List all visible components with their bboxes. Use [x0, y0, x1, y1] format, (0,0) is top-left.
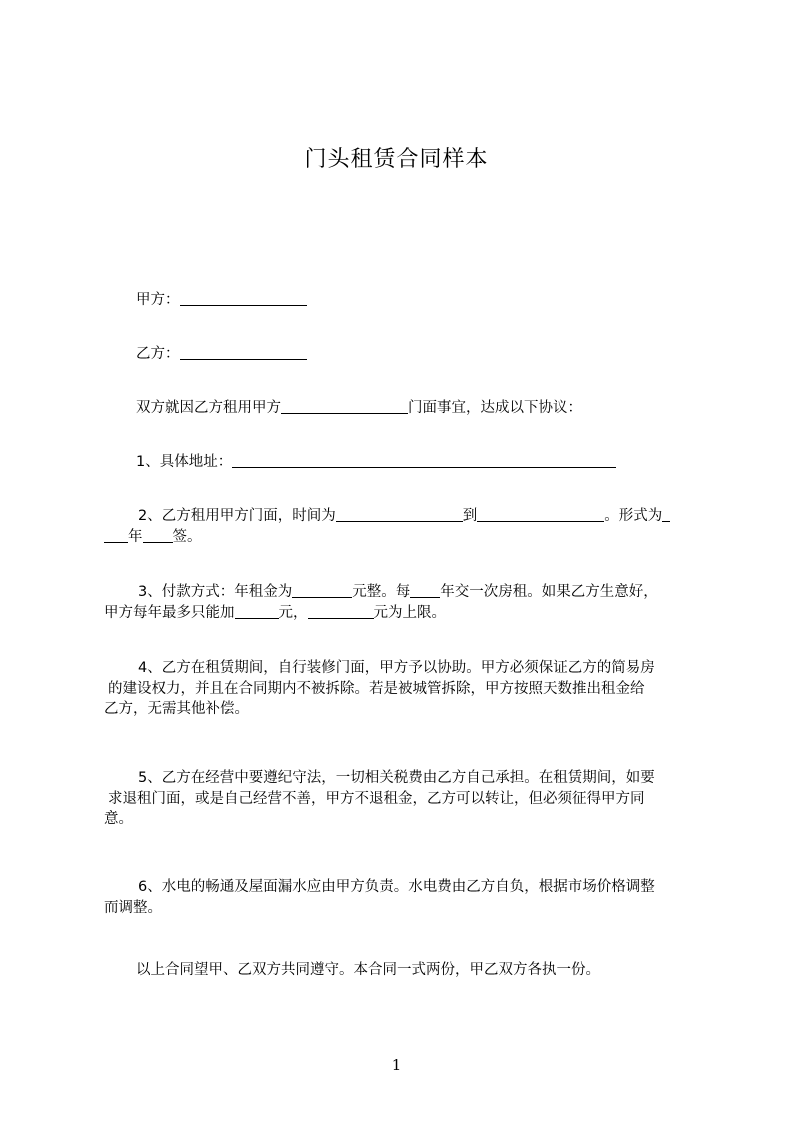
closing-statement: 以上合同望甲、乙双方共同遵守。本合同一式两份，甲乙双方各执一份。	[136, 962, 600, 978]
clause-5	[104, 768, 714, 830]
clause-4	[104, 658, 714, 720]
annual-rent-blank[interactable]	[292, 585, 352, 598]
intro-text-1: 双方就因乙方租用甲方	[136, 400, 281, 416]
page-number: 1	[391, 1056, 402, 1074]
clause-6	[104, 877, 714, 918]
clause-5-line-1: 5、乙方在经营中要遵纪守法，一切相关税费由乙方自己承担。在租赁期间，如要	[138, 770, 655, 786]
form-blank-1[interactable]	[662, 509, 670, 522]
clause-5-line-2: 求退租门面，或是自己经营不善，甲方不退租金，乙方可以转让，但必须征得甲方同	[108, 790, 645, 807]
clause-6-line-1: 6、水电的畅通及屋面漏水应由甲方负责。水电费由乙方自负，根据市场价格调整	[138, 879, 655, 895]
clause-2	[104, 506, 714, 547]
clause-6-line-2: 而调整。	[104, 899, 162, 916]
intro-premises-blank[interactable]	[281, 401, 408, 414]
start-date-blank[interactable]	[336, 509, 463, 522]
form-blank-3[interactable]	[143, 530, 173, 543]
clause-4-line-2: 的建设权力，并且在合同期内不被拆除。若是被城管拆除，甲方按照天数推出租金给	[108, 680, 645, 697]
intro-text-2: 门面事宜，达成以下协议：	[408, 400, 582, 416]
document-title: 门头租赁合同样本	[304, 147, 489, 172]
clause-4-line-3: 乙方，无需其他补偿。	[104, 701, 249, 718]
clause-3-line-2: 甲方每年最多只能加 元， 元为上限。	[104, 604, 446, 621]
party-b-blank[interactable]	[180, 347, 307, 360]
end-date-blank[interactable]	[477, 509, 604, 522]
intro-line	[136, 398, 746, 419]
party-b-label: 乙方：	[136, 346, 180, 362]
form-blank-2[interactable]	[104, 530, 128, 543]
upper-limit-blank[interactable]	[308, 606, 374, 619]
clause-1	[136, 452, 746, 473]
party-a-blank[interactable]	[180, 293, 307, 306]
clause-3	[104, 582, 714, 623]
party-a-label: 甲方：	[136, 292, 180, 308]
clause-2-line-2: 年 签。	[104, 527, 714, 548]
clause-4-line-1: 4、乙方在租赁期间，自行装修门面，甲方予以协助。甲方必须保证乙方的简易房	[138, 660, 655, 676]
payment-years-blank[interactable]	[410, 585, 440, 598]
party-a-line	[136, 290, 746, 311]
clause-1-label: 1、具体地址：	[136, 454, 233, 470]
clause-2-line-1: 2、乙方租用甲方门面，时间为 到 。形式为	[104, 506, 714, 527]
address-blank[interactable]	[232, 455, 616, 468]
max-increase-blank[interactable]	[235, 606, 279, 619]
party-b-line	[136, 344, 746, 365]
clause-5-line-3: 意。	[104, 811, 133, 828]
clause-3-line-1: 3、付款方式：年租金为 元整。每 年交一次房租。如果乙方生意好，	[138, 584, 658, 600]
